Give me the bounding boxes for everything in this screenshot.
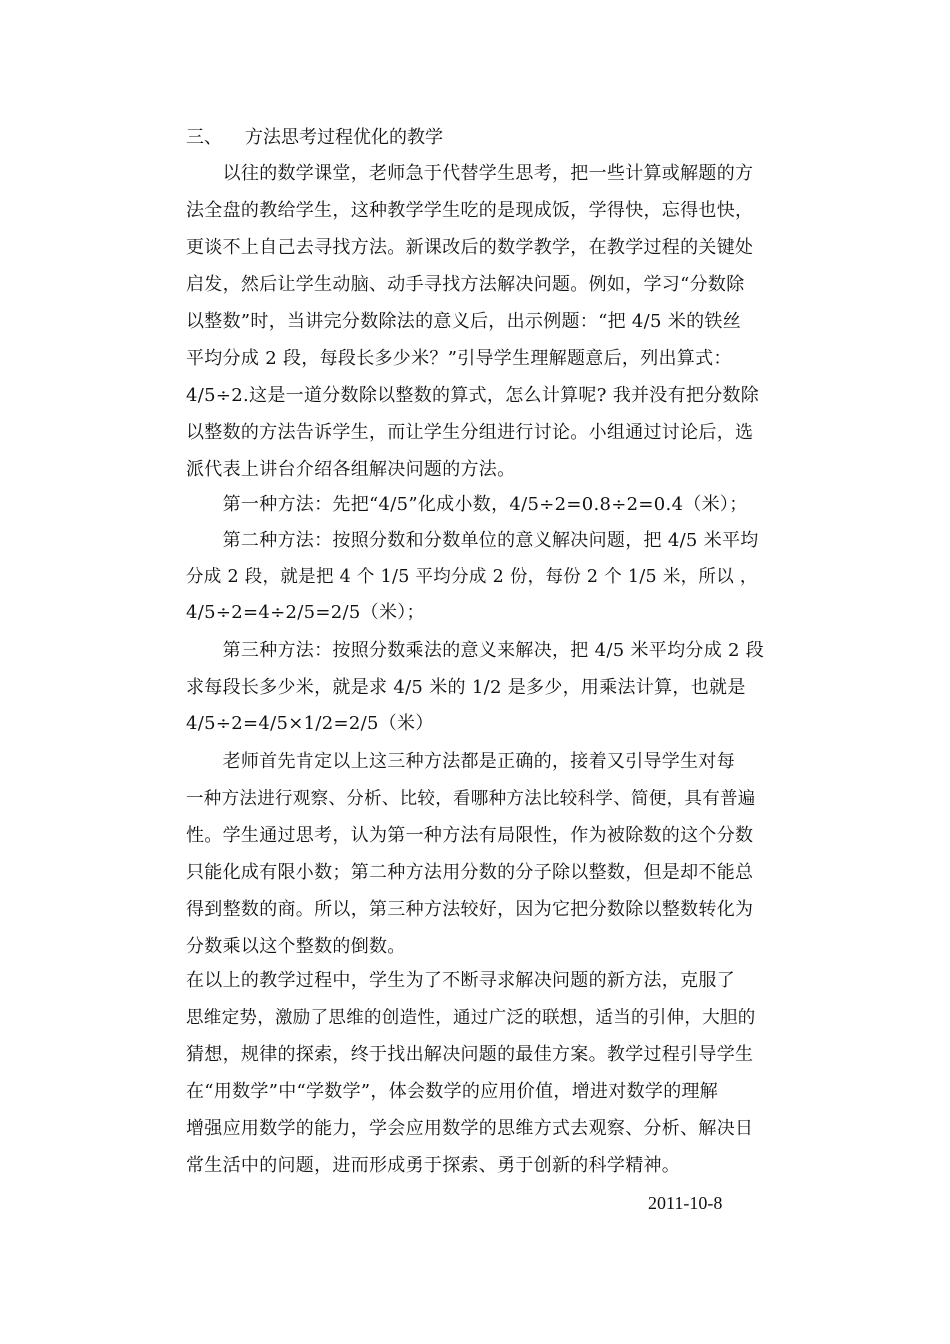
text-line: 更谈不上自己去寻找方法。新课改后的数学教学，在教学过程的关键处 xyxy=(186,237,754,258)
text-line: 派代表上讲台介绍各组解决问题的方法。 xyxy=(186,459,516,480)
text-line: 常生活中的问题，进而形成勇于探索、勇于创新的科学精神。 xyxy=(186,1155,681,1176)
text-line: 以往的数学课堂，老师急于代替学生思考，把一些计算或解题的方 xyxy=(186,163,754,184)
text-line: 法全盘的教给学生，这种教学学生吃的是现成饭，学得快，忘得也快， xyxy=(186,200,754,221)
text-line: 平均分成 2 段，每段长多少米？”引导学生理解题意后，列出算式： xyxy=(186,348,732,369)
document-date: 2011-10-8 xyxy=(648,1193,723,1213)
text-line: 以整数”时，当讲完分数除法的意义后，出示例题：“把 4/5 米的铁丝 xyxy=(186,311,742,332)
text-line: 增强应用数学的能力，学会应用数学的思维方式去观察、分析、解决日 xyxy=(186,1118,754,1139)
text-line: 分数乘以这个整数的倒数。 xyxy=(186,936,406,957)
text-line: 老师首先肯定以上这三种方法都是正确的，接着又引导学生对每 xyxy=(186,751,735,772)
text-line: 得到整数的商。所以，第三种方法较好，因为它把分数除以整数转化为 xyxy=(186,899,754,920)
section-title: 方法思考过程优化的教学 xyxy=(245,127,443,148)
text-line: 猜想，规律的探索，终于找出解决问题的最佳方案。教学过程引导学生 xyxy=(186,1044,754,1065)
text-line: 第三种方法：按照分数乘法的意义来解决，把 4/5 米平均分成 2 段 xyxy=(186,640,765,661)
section-number: 三、 xyxy=(186,127,222,148)
text-line: 4/5÷2=4÷2/5=2/5（米）； xyxy=(186,602,425,623)
text-line: 一种方法进行观察、分析、比较，看哪种方法比较科学、简便，具有普遍 xyxy=(186,789,756,809)
text-line: 只能化成有限小数；第二种方法用分数的分子除以整数，但是却不能总 xyxy=(186,862,754,883)
text-line: 启发，然后让学生动脑、动手寻找方法解决问题。例如，学习“分数除 xyxy=(186,274,745,295)
text-line: 第一种方法：先把“4/5”化成小数，4/5÷2=0.8÷2=0.4（米）； xyxy=(186,494,748,515)
text-line: 在以上的教学过程中，学生为了不断寻求解决问题的新方法，克服了 xyxy=(186,970,735,991)
text-line: 在“用数学”中“学数学”，体会数学的应用价值，增进对数学的理解 xyxy=(186,1081,719,1102)
text-line: 性。学生通过思考，认为第一种方法有局限性，作为被除数的这个分数 xyxy=(186,825,754,846)
text-line: 第二种方法：按照分数和分数单位的意义解决问题，把 4/5 米平均 xyxy=(186,530,759,551)
text-line: 以整数的方法告诉学生，而让学生分组进行讨论。小组通过讨论后，选 xyxy=(186,422,754,443)
text-line: 分成 2 段，就是把 4 个 1/5 平均分成 2 份，每份 2 个 1/5 米，所以 ， xyxy=(186,567,758,587)
text-line: 4/5÷2=4/5×1/2=2/5（米） xyxy=(186,713,434,734)
text-line: 4/5÷2.这是一道分数除以整数的算式，怎么计算呢? 我并没有把分数除 xyxy=(186,385,760,406)
text-line: 思维定势，激励了思维的创造性，通过广泛的联想，适当的引伸，大胆的 xyxy=(186,1008,756,1028)
text-line: 求每段长多少米，就是求 4/5 米的 1/2 是多少，用乘法计算，也就是 xyxy=(186,677,746,698)
